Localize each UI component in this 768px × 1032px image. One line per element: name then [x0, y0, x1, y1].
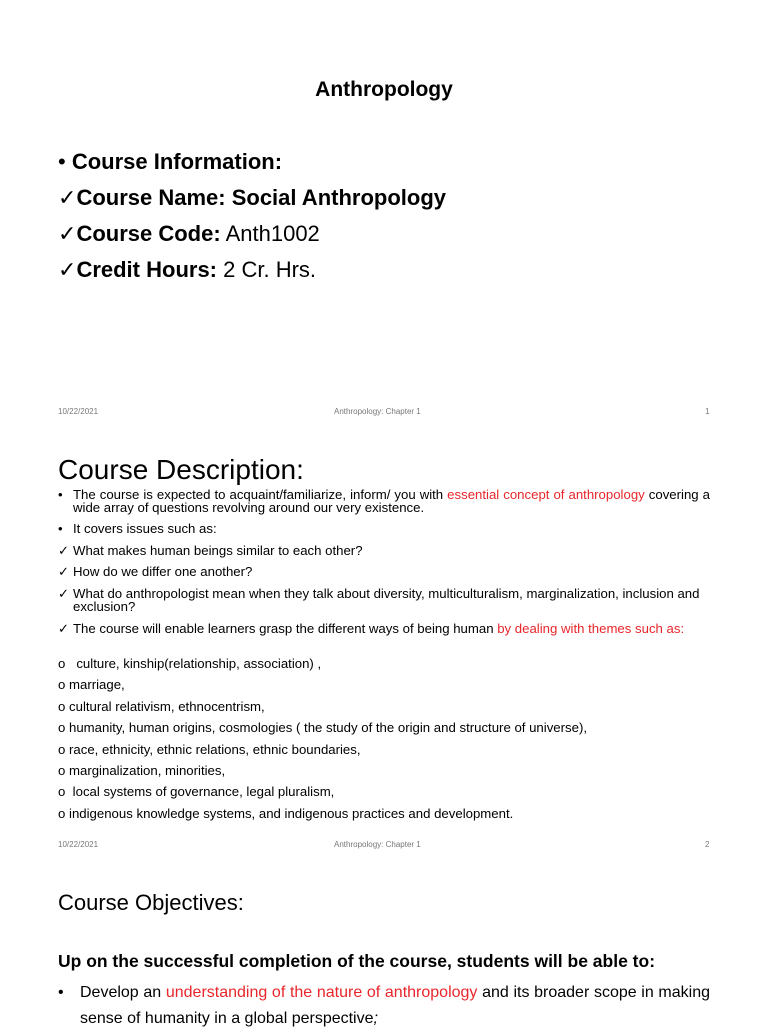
theme-item: o marriage, [58, 677, 125, 692]
bullet-marker: • [58, 149, 66, 174]
course-name-line [58, 184, 446, 212]
check-item-1 [58, 544, 710, 557]
circle-bullet-icon: o [58, 656, 66, 671]
theme-item: o humanity, human origins, cosmologies ( the study of the origin and structure of universe), [58, 720, 588, 735]
course-code-value: Anth1002 [225, 221, 320, 246]
bullet1-text-red: essential concept of anthropology [447, 487, 645, 502]
checkmark-icon: ✓ [58, 257, 77, 282]
course-code-label: Course Code: [76, 221, 221, 246]
bullet1-text-a: The course is expected to acquaint/familiarize, inform/ you with [73, 487, 448, 502]
course-description-title: Course Description [58, 454, 297, 485]
checkmark-icon: ✓ [58, 185, 77, 210]
theme-item: o marginalization, minorities, [58, 763, 226, 778]
footer-center: Anthropology: Chapter 1 [334, 407, 421, 416]
checkmark-icon: ✓ [58, 543, 70, 558]
checkmark-icon: ✓ [58, 564, 70, 579]
check4-text-red: by dealing with themes such as: [497, 621, 685, 636]
objective-bullet-1 [58, 980, 710, 1032]
course-information-label: Course Information: [71, 149, 283, 174]
circle-bullet-icon: o [58, 806, 66, 821]
bullet2-text: It covers issues such as: [73, 521, 217, 536]
objectives-intro: Up on the successful completion of the course, students will be able to: [58, 951, 656, 971]
slide1-title: Anthropology [315, 78, 453, 101]
circle-bullet-icon: o [58, 677, 66, 692]
footer-date: 10/22/2021 [58, 840, 99, 849]
slide2-title [58, 452, 304, 488]
checkmark-icon: ✓ [58, 586, 70, 601]
checkmark-icon: ✓ [58, 221, 77, 246]
course-name-text: Course Name: Social Anthropology [76, 185, 447, 210]
theme-item: o indigenous knowledge systems, and indigenous practices and development. [58, 806, 514, 821]
check-item-2 [58, 565, 710, 578]
description-bullet-2 [58, 522, 710, 535]
objective-text-red: understanding of the nature of anthropology [165, 984, 478, 1001]
theme-item: o race, ethnicity, ethnic relations, ethnic boundaries, [58, 742, 361, 757]
circle-bullet-icon: o [58, 763, 66, 778]
checkmark-icon: ✓ [58, 621, 70, 636]
circle-bullet-icon: o [58, 699, 66, 714]
check-item-3 [58, 587, 710, 613]
circle-bullet-icon: o [58, 720, 66, 735]
theme-item: o local systems of governance, legal pluralism, [58, 784, 335, 799]
objective-text-b: and its broader scope in making sense of humanity in a global perspective [80, 984, 711, 1027]
objective-text-c: ; [373, 1010, 378, 1027]
circle-bullet-icon: o [58, 784, 66, 799]
credit-hours-label: Credit Hours: [76, 257, 217, 282]
theme-item: o cultural relativism, ethnocentrism, [58, 699, 265, 714]
check-item-4 [58, 622, 710, 635]
bullet-marker: • [58, 521, 63, 536]
footer-date: 10/22/2021 [58, 407, 99, 416]
check4-text-a: The course will enable learners grasp the different ways of being human [73, 621, 498, 636]
circle-bullet-icon: o [58, 742, 66, 757]
footer-page-number: 2 [705, 840, 710, 849]
course-information-heading [58, 148, 282, 176]
slide3-title: Course Objectives: [58, 890, 244, 915]
description-bullet-1 [58, 488, 710, 514]
bullet1-text-b: covering a wide array of questions revolving around our very existence. [73, 487, 710, 515]
course-code-line [58, 220, 320, 248]
check3-text: What do anthropologist mean when they talk about diversity, multiculturalism, marginalization, inclusion and exclusion? [73, 586, 700, 614]
credit-hours-value: 2 Cr. Hrs. [223, 257, 317, 282]
footer-center: Anthropology: Chapter 1 [334, 840, 421, 849]
check2-text: How do we differ one another? [73, 564, 253, 579]
bullet-marker: • [58, 487, 63, 502]
title-colon: : [296, 454, 304, 485]
theme-item: o culture, kinship(relationship, association) , [58, 656, 322, 671]
objective-text-a: Develop an [80, 984, 166, 1001]
credit-hours-line [58, 256, 316, 284]
bullet-marker: • [58, 984, 64, 1001]
check1-text: What makes human beings similar to each other? [73, 543, 363, 558]
footer-page-number: 1 [705, 407, 710, 416]
